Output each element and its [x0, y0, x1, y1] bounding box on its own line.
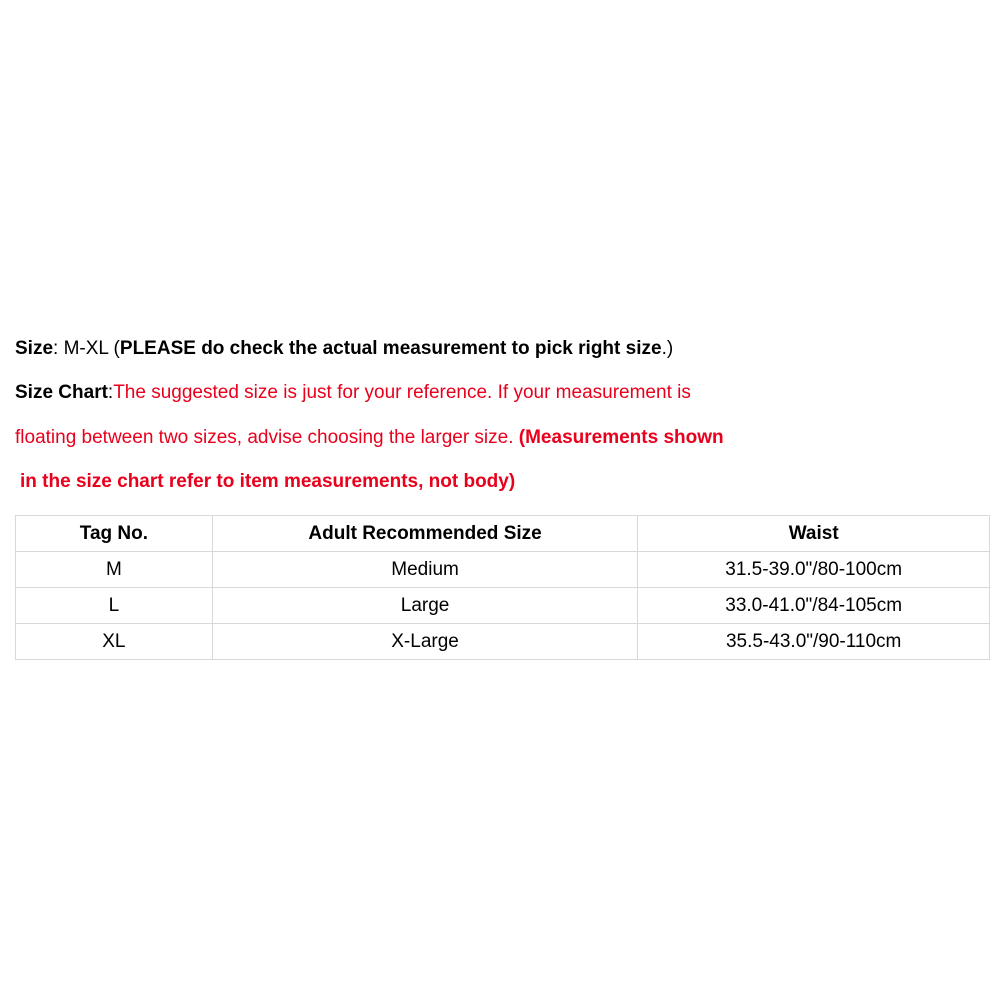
table-row	[16, 552, 990, 588]
size-cell: Large	[212, 588, 638, 624]
size-line	[15, 337, 673, 361]
waist-cell: 31.5-39.0"/80-100cm	[638, 552, 990, 588]
table-row	[16, 624, 990, 660]
size-chart-label: Size Chart	[15, 382, 108, 403]
size-chart-text-2: floating between two sizes, advise choosing the larger size.	[15, 427, 519, 448]
header-tag-no: Tag No.	[16, 516, 213, 552]
size-chart-line-3	[20, 470, 515, 494]
size-label: Size	[15, 338, 54, 359]
header-waist: Waist	[638, 516, 990, 552]
table-header-row	[16, 516, 990, 552]
header-recommended-size: Adult Recommended Size	[212, 516, 638, 552]
size-value: : M-XL (	[53, 338, 120, 359]
size-chart-line-1	[15, 381, 691, 405]
measurement-note-end: in the size chart refer to item measurements, not body)	[20, 471, 516, 492]
size-chart-line-2	[15, 426, 724, 450]
tag-cell: M	[16, 552, 213, 588]
size-chart-text-1: The suggested size is just for your reference. If your measurement is	[113, 382, 691, 403]
waist-cell: 35.5-43.0"/90-110cm	[638, 624, 990, 660]
size-table	[15, 515, 990, 660]
waist-cell: 33.0-41.0"/84-105cm	[638, 588, 990, 624]
table-row	[16, 588, 990, 624]
size-chart-colon: :	[107, 382, 114, 403]
tag-cell: L	[16, 588, 213, 624]
size-cell: Medium	[212, 552, 638, 588]
tag-cell: XL	[16, 624, 213, 660]
size-end: .)	[661, 338, 674, 359]
size-cell: X-Large	[212, 624, 638, 660]
size-notice: PLEASE do check the actual measurement to pick right size	[119, 338, 662, 359]
measurement-note-start: (Measurements shown	[518, 427, 724, 448]
